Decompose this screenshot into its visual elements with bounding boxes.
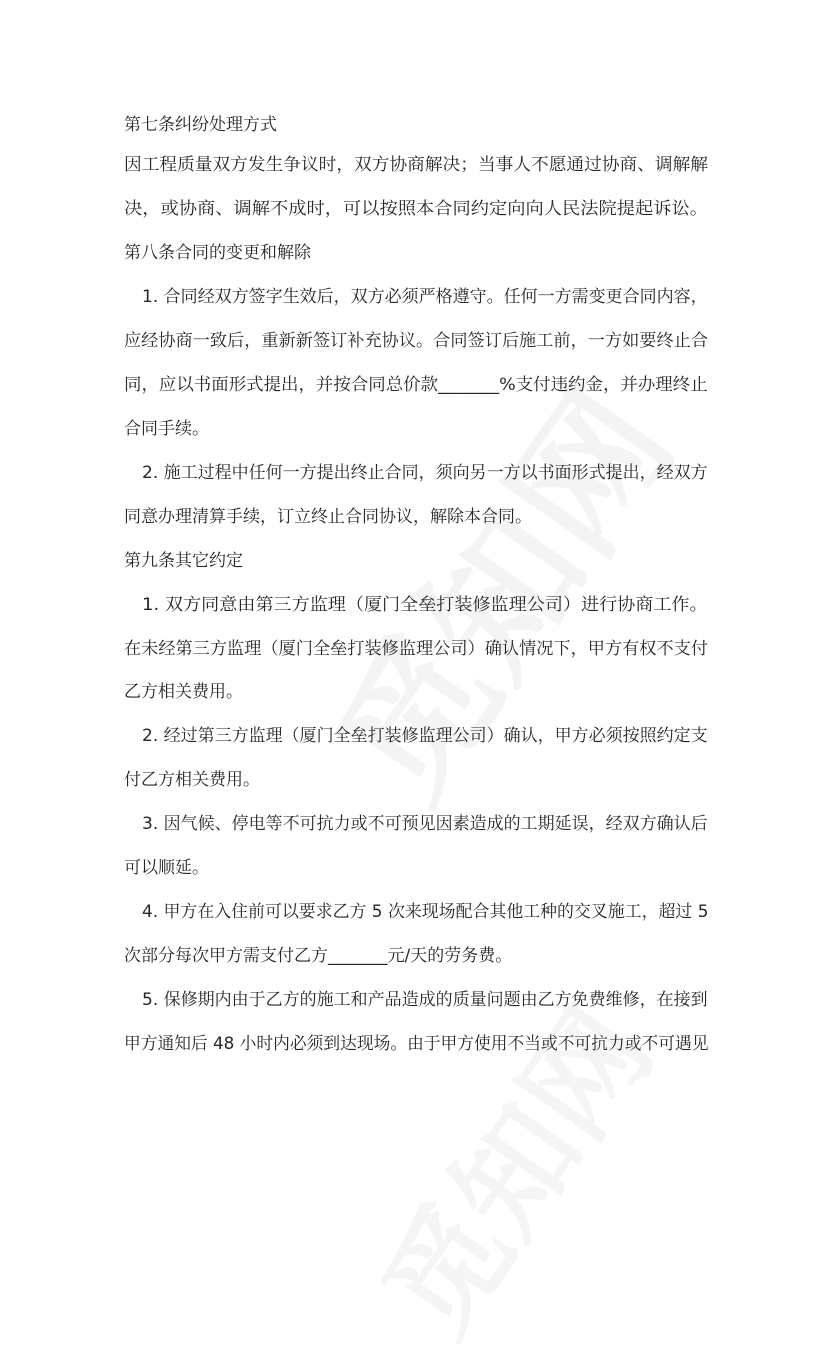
- section-heading: 第八条合同的变更和解除: [124, 243, 311, 263]
- paragraph-line: 可以顺延。: [124, 858, 209, 878]
- paragraph-line: 同，应以书面形式提出，并按合同总价款_______%支付违约金，并办理终止: [124, 375, 708, 395]
- section-heading: 第九条其它约定: [124, 551, 243, 571]
- paragraph-line: 3. 因气候、停电等不可抗力或不可预见因素造成的工期延误，经双方确认后: [142, 814, 708, 834]
- paragraph-line: 2. 施工过程中任何一方提出终止合同，须向另一方以书面形式提出，经双方: [142, 463, 708, 483]
- paragraph-line: 乙方相关费用。: [124, 682, 243, 702]
- paragraph-line: 合同手续。: [124, 419, 209, 439]
- section-heading: 第七条纠纷处理方式: [124, 115, 277, 135]
- paragraph-line: 5. 保修期内由于乙方的施工和产品造成的质量问题由乙方免费维修，在接到: [142, 990, 708, 1010]
- paragraph-line: 应经协商一致后，重新新签订补充协议。合同签订后施工前，一方如要终止合: [124, 331, 708, 351]
- paragraph-line: 次部分每次甲方需支付乙方_______元/天的劳务费。: [124, 946, 513, 966]
- paragraph-line: 4. 甲方在入住前可以要求乙方 5 次来现场配合其他工种的交叉施工，超过 5: [142, 902, 709, 922]
- paragraph-line: 1. 双方同意由第三方监理（厦门全垒打装修监理公司）进行协商工作。: [142, 595, 708, 615]
- watermark: [277, 342, 712, 835]
- watermark: [336, 969, 683, 1363]
- paragraph-line: 决，或协商、调解不成时，可以按照本合同约定向向人民法院提起诉讼。: [124, 199, 708, 219]
- paragraph-line: 甲方通知后 48 小时内必须到达现场。由于甲方使用不当或不可抗力或不可遇见: [124, 1034, 709, 1054]
- paragraph-line: 同意办理清算手续，订立终止合同协议，解除本合同。: [124, 507, 532, 527]
- paragraph-line: 付乙方相关费用。: [124, 770, 260, 790]
- paragraph-line: 在未经第三方监理（厦门全垒打装修监理公司）确认情况下，甲方有权不支付: [124, 639, 708, 659]
- paragraph-line: 2. 经过第三方监理（厦门全垒打装修监理公司）确认，甲方必须按照约定支: [142, 726, 708, 746]
- paragraph-line: 1. 合同经双方签字生效后，双方必须严格遵守。任何一方需变更合同内容，: [142, 287, 708, 307]
- paragraph-line: 因工程质量双方发生争议时，双方协商解决；当事人不愿通过协商、调解解: [124, 155, 708, 175]
